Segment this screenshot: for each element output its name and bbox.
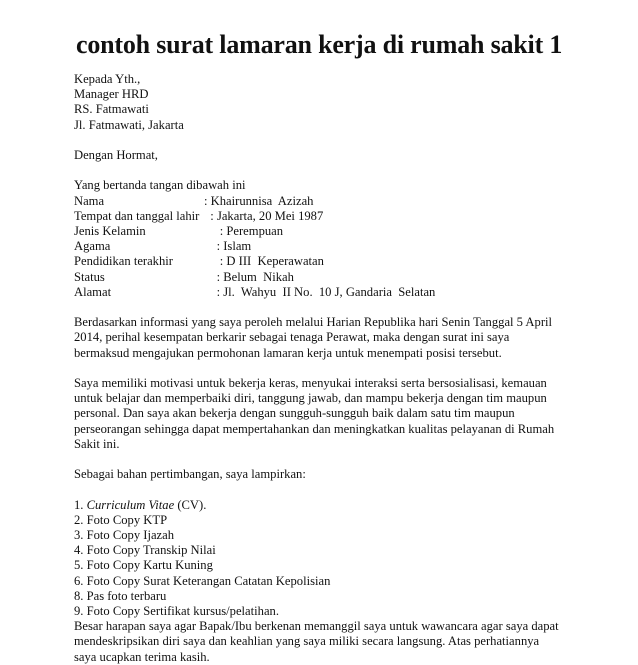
page-title: contoh surat lamaran kerja di rumah sakit 1	[76, 30, 563, 59]
identity-row	[74, 285, 604, 300]
identity-label: Alamat	[74, 284, 112, 299]
paragraph-line: Besar harapan saya agar Bapak/Ibu berkenan memanggil saya untuk wawancara agar saya dapat	[74, 619, 559, 634]
letter-body	[74, 72, 604, 665]
paragraph-line: untuk belajar dan memperbaiki diri, tanggung jawab, dan mampu bekerja dengan tim maupun	[74, 391, 547, 406]
attachment-item: 3. Foto Copy Ijazah	[74, 528, 175, 542]
greeting: Dengan Hormat,	[74, 148, 158, 162]
attachment-item: 2. Foto Copy KTP	[74, 512, 168, 527]
recipient-line: Jl. Fatmawati, Jakarta	[74, 117, 184, 132]
identity-label: Tempat dan tanggal lahir	[74, 208, 200, 223]
paragraph-line: saya ucapkan terima kasih.	[74, 649, 210, 664]
paragraph-line: personal. Dan saya akan bekerja dengan sungguh-sungguh baik dalam satu tim maupun	[74, 406, 515, 421]
attachment-number: 1.	[74, 497, 87, 512]
identity-value: : Perempuan	[204, 224, 284, 238]
identity-value: : Jakarta, 20 Mei 1987	[204, 208, 324, 223]
intro-line: Yang bertanda tangan dibawah ini	[74, 178, 246, 193]
identity-row	[74, 209, 604, 224]
identity-value: : D III Keperawatan	[204, 254, 324, 269]
paragraph-line: perseorangan sehingga dapat mempertahankan dan meningkatkan kualitas pelayanan di Rumah	[74, 421, 555, 436]
attachment-item: 9. Foto Copy Sertifikat kursus/pelatihan.	[74, 604, 279, 619]
paragraph-line: mendeskripsikan diri saya dan keahlian yang saya miliki secara langsung. Atas perhatiannya	[74, 634, 540, 649]
attachment-item: 6. Foto Copy Surat Keterangan Catatan Kepolisian	[74, 573, 331, 588]
identity-row	[74, 270, 604, 285]
attachment-list	[74, 498, 604, 620]
identity-label: Agama	[74, 239, 111, 254]
identity-table	[74, 194, 604, 300]
attachment-item	[74, 498, 604, 513]
paragraph-line: bermaksud mengajukan permohonan lamaran kerja untuk menempati posisi tersebut.	[74, 345, 502, 360]
identity-value: : Jl. Wahyu II No. 10 J, Gandaria Selatan	[204, 284, 436, 299]
paragraph-line: Sakit ini.	[74, 436, 120, 451]
identity-label: Pendidikan terakhir	[74, 254, 173, 269]
identity-row	[74, 194, 604, 209]
identity-value: : Khairunnisa Azizah	[204, 193, 314, 208]
attachment-item: 8. Pas foto terbaru	[74, 588, 167, 603]
paragraph-2	[74, 376, 604, 452]
attachment-italic-text: Curriculum Vitae	[86, 497, 175, 512]
identity-label: Status	[74, 269, 105, 284]
identity-value: : Belum Nikah	[204, 269, 294, 284]
recipient-block	[74, 72, 604, 133]
identity-row	[74, 254, 604, 269]
attachment-item: 5. Foto Copy Kartu Kuning	[74, 558, 213, 573]
identity-label: Jenis Kelamin	[74, 224, 146, 238]
identity-label: Nama	[74, 193, 105, 208]
attachment-text: (CV).	[174, 497, 207, 512]
closing-paragraph	[74, 619, 604, 665]
recipient-line: RS. Fatmawati	[74, 102, 149, 117]
paragraph-line: Berdasarkan informasi yang saya peroleh melalui Harian Republika hari Senin Tanggal 5 April	[74, 315, 553, 330]
recipient-line: Kepada Yth.,	[74, 72, 141, 86]
attachment-item: 4. Foto Copy Transkip Nilai	[74, 543, 216, 558]
paragraph-line: 2014, perihal kesempatan berkarir sebagai tenaga Perawat, maka dengan surat ini saya	[74, 330, 510, 345]
attachments-intro: Sebagai bahan pertimbangan, saya lampirkan:	[74, 467, 306, 482]
paragraph-line: Saya memiliki motivasi untuk bekerja keras, menyukai interaksi serta bersosialisasi, kemauan	[74, 376, 547, 390]
paragraph-1	[74, 315, 604, 361]
recipient-line: Manager HRD	[74, 87, 149, 102]
identity-row	[74, 224, 604, 239]
identity-row	[74, 239, 604, 254]
identity-value: : Islam	[204, 239, 252, 254]
